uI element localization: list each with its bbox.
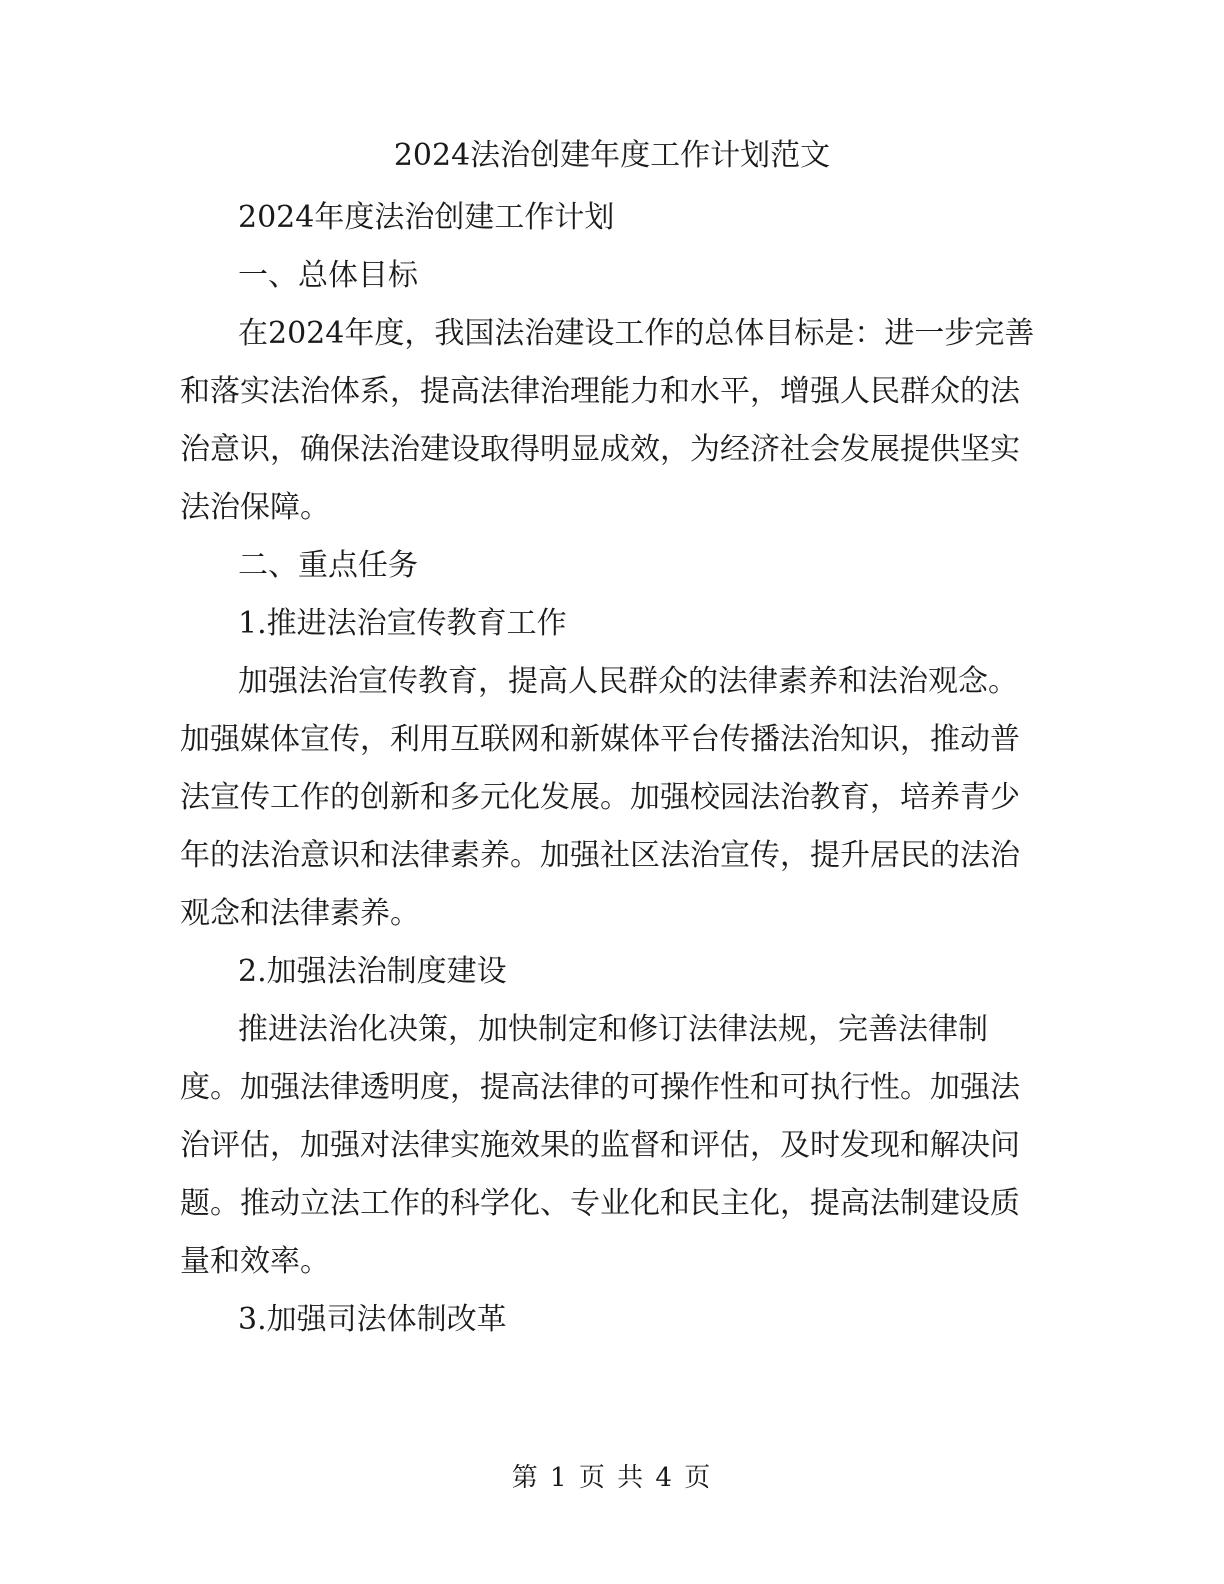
paragraph-line: 加强法治宣传教育，提高人民群众的法律素养和法治观念。 bbox=[238, 664, 1018, 699]
paragraph-line: 量和效率。 bbox=[180, 1244, 330, 1279]
subsection-heading: 2.加强法治制度建设 bbox=[238, 954, 507, 989]
section-heading-overall-goal: 一、总体目标 bbox=[238, 258, 418, 293]
paragraph-line: 法宣传工作的创新和多元化发展。加强校园法治教育，培养青少 bbox=[180, 780, 1020, 815]
document-title: 2024法治创建年度工作计划范文 bbox=[393, 138, 831, 173]
subsection-heading: 1.推进法治宣传教育工作 bbox=[238, 606, 567, 641]
paragraph-line: 度。加强法律透明度，提高法律的可操作性和可执行性。加强法 bbox=[180, 1070, 1020, 1105]
paragraph-line: 加强媒体宣传，利用互联网和新媒体平台传播法治知识，推动普 bbox=[180, 722, 1020, 757]
paragraph-line: 治评估，加强对法律实施效果的监督和评估，及时发现和解决问 bbox=[180, 1128, 1020, 1163]
section-heading-key-tasks: 二、重点任务 bbox=[238, 548, 418, 583]
paragraph-line: 推进法治化决策，加快制定和修订法律法规，完善法律制 bbox=[238, 1012, 988, 1047]
subsection-heading: 3.加强司法体制改革 bbox=[238, 1302, 507, 1337]
paragraph-line: 治意识，确保法治建设取得明显成效，为经济社会发展提供坚实 bbox=[180, 432, 1020, 467]
paragraph-line: 观念和法律素养。 bbox=[180, 896, 420, 931]
page-number-footer: 第 1 页 共 4 页 bbox=[511, 1463, 713, 1493]
paragraph-line: 年的法治意识和法律素养。加强社区法治宣传，提升居民的法治 bbox=[180, 838, 1020, 873]
paragraph-line: 法治保障。 bbox=[180, 490, 330, 525]
plan-heading: 2024年度法治创建工作计划 bbox=[238, 200, 615, 235]
paragraph-line: 和落实法治体系，提高法律治理能力和水平，增强人民群众的法 bbox=[180, 374, 1020, 409]
paragraph-line: 题。推动立法工作的科学化、专业化和民主化，提高法制建设质 bbox=[180, 1186, 1020, 1221]
paragraph-line: 在2024年度，我国法治建设工作的总体目标是：进一步完善 bbox=[238, 316, 1035, 351]
